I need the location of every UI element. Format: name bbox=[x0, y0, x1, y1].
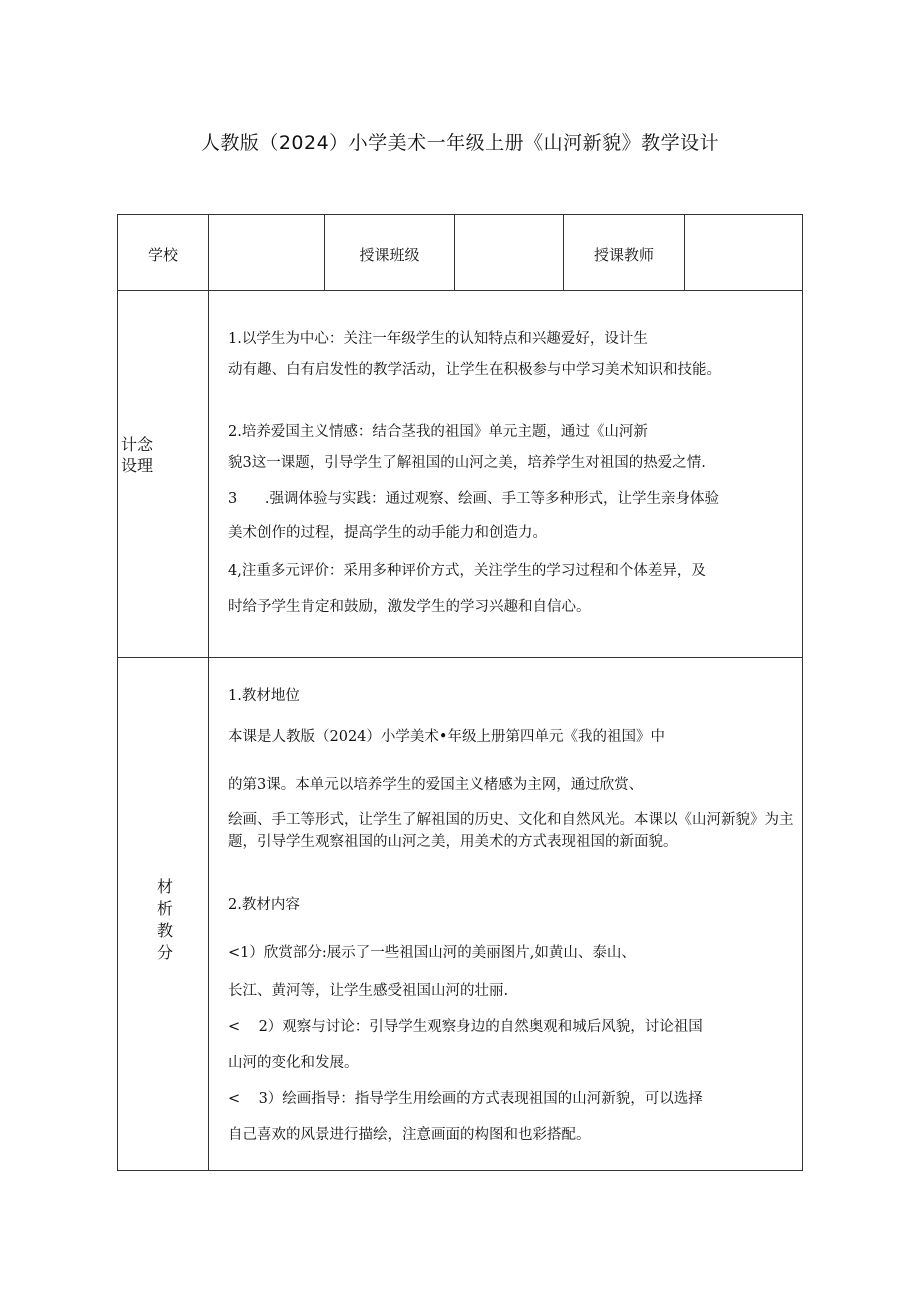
column-divider bbox=[454, 214, 455, 291]
label-line: 设理 bbox=[121, 456, 154, 475]
label-line: 材 bbox=[157, 877, 174, 896]
lesson-table bbox=[117, 214, 803, 1171]
design-paragraph: 2.培养爱国主义情感：结合茎我的祖国》单元主题，通过《山河新 bbox=[228, 424, 648, 440]
design-paragraph: 美术创作的过程，提高学生的动手能力和创造力。 bbox=[228, 525, 547, 541]
material-paragraph: 的第3课。本单元以培养学生的爱国主义楮感为主网，通过欣赏、 bbox=[228, 777, 644, 793]
material-paragraph: 山河的变化和发展。 bbox=[228, 1055, 359, 1071]
material-paragraph: <1）欣赏部分:展示了一些祖国山河的美丽图片,如黄山、泰山、 bbox=[228, 945, 636, 961]
label-line: 教 bbox=[157, 921, 174, 940]
material-paragraph: 长江、黄河等，让学生感受祖国山河的壮丽. bbox=[228, 983, 509, 999]
row-divider bbox=[117, 290, 803, 291]
table-border-bottom bbox=[117, 1170, 803, 1171]
material-paragraph: 1.教材地位 bbox=[228, 688, 300, 704]
material-paragraph: < 3）绘画指导：指导学生用绘画的方式表现祖国的山河新貌，可以选择 bbox=[228, 1091, 703, 1107]
material-paragraph: 本课是人教版（2024）小学美术•年级上册第四单元《我的祖国》中 bbox=[228, 729, 665, 745]
column-divider bbox=[684, 214, 685, 291]
design-paragraph: 时给予学生肯定和鼓励，激发学生的学习兴趣和自信心。 bbox=[228, 599, 591, 615]
school-label: 学校 bbox=[147, 246, 178, 264]
material-paragraph: 自己喜欢的风景进行描绘，注意画面的构图和也彩搭配。 bbox=[228, 1127, 591, 1143]
row-divider bbox=[117, 657, 803, 658]
design-concept-label bbox=[121, 434, 153, 476]
label-line: 计念 bbox=[121, 435, 154, 454]
material-paragraph: < 2）观察与讨论：引导学生观察身边的自然奥观和城后风貌，讨论祖国 bbox=[228, 1019, 703, 1035]
label-line: 分 bbox=[157, 943, 174, 962]
table-border-right bbox=[802, 214, 803, 1171]
design-paragraph: 4,注重多元评价：采用多种评价方式，关注学生的学习过程和个体差异，及 bbox=[228, 563, 706, 579]
label-line: 析 bbox=[157, 899, 174, 918]
column-divider bbox=[208, 214, 209, 1171]
material-analysis-label bbox=[157, 876, 173, 964]
table-border-left bbox=[117, 214, 118, 1171]
teacher-label: 授课教师 bbox=[593, 246, 654, 264]
table-border-top bbox=[117, 214, 803, 215]
design-paragraph: 3 .强调体验与实践：通过观察、绘画、手工等多种形式，让学生亲身体验 bbox=[228, 491, 719, 507]
class-label: 授课班级 bbox=[359, 246, 420, 264]
material-paragraph: 2.教材内容 bbox=[228, 897, 300, 913]
design-paragraph: 1.以学生为中心：关注一年级学生的认知特点和兴趣爱好，设计生 bbox=[228, 331, 648, 347]
design-paragraph: 动有趣、白有启发性的教学活动，让学生在积极参与中学习美术知识和技能。 bbox=[228, 362, 721, 378]
design-paragraph: 貌3这一课题，引导学生了解祖国的山河之美，培养学生对祖国的热爱之情. bbox=[228, 455, 706, 471]
document-title: 人教版（2024）小学美术一年级上册《山河新貌》教学设计 bbox=[200, 132, 720, 154]
material-paragraph: 绘画、手工等形式，让学生了解祖国的历史、文化和自然风光。本课以《山河新貌》为主题，引导学生观察祖国的山河之美，用美术的方式表现祖国的新面貌。 bbox=[228, 812, 794, 850]
